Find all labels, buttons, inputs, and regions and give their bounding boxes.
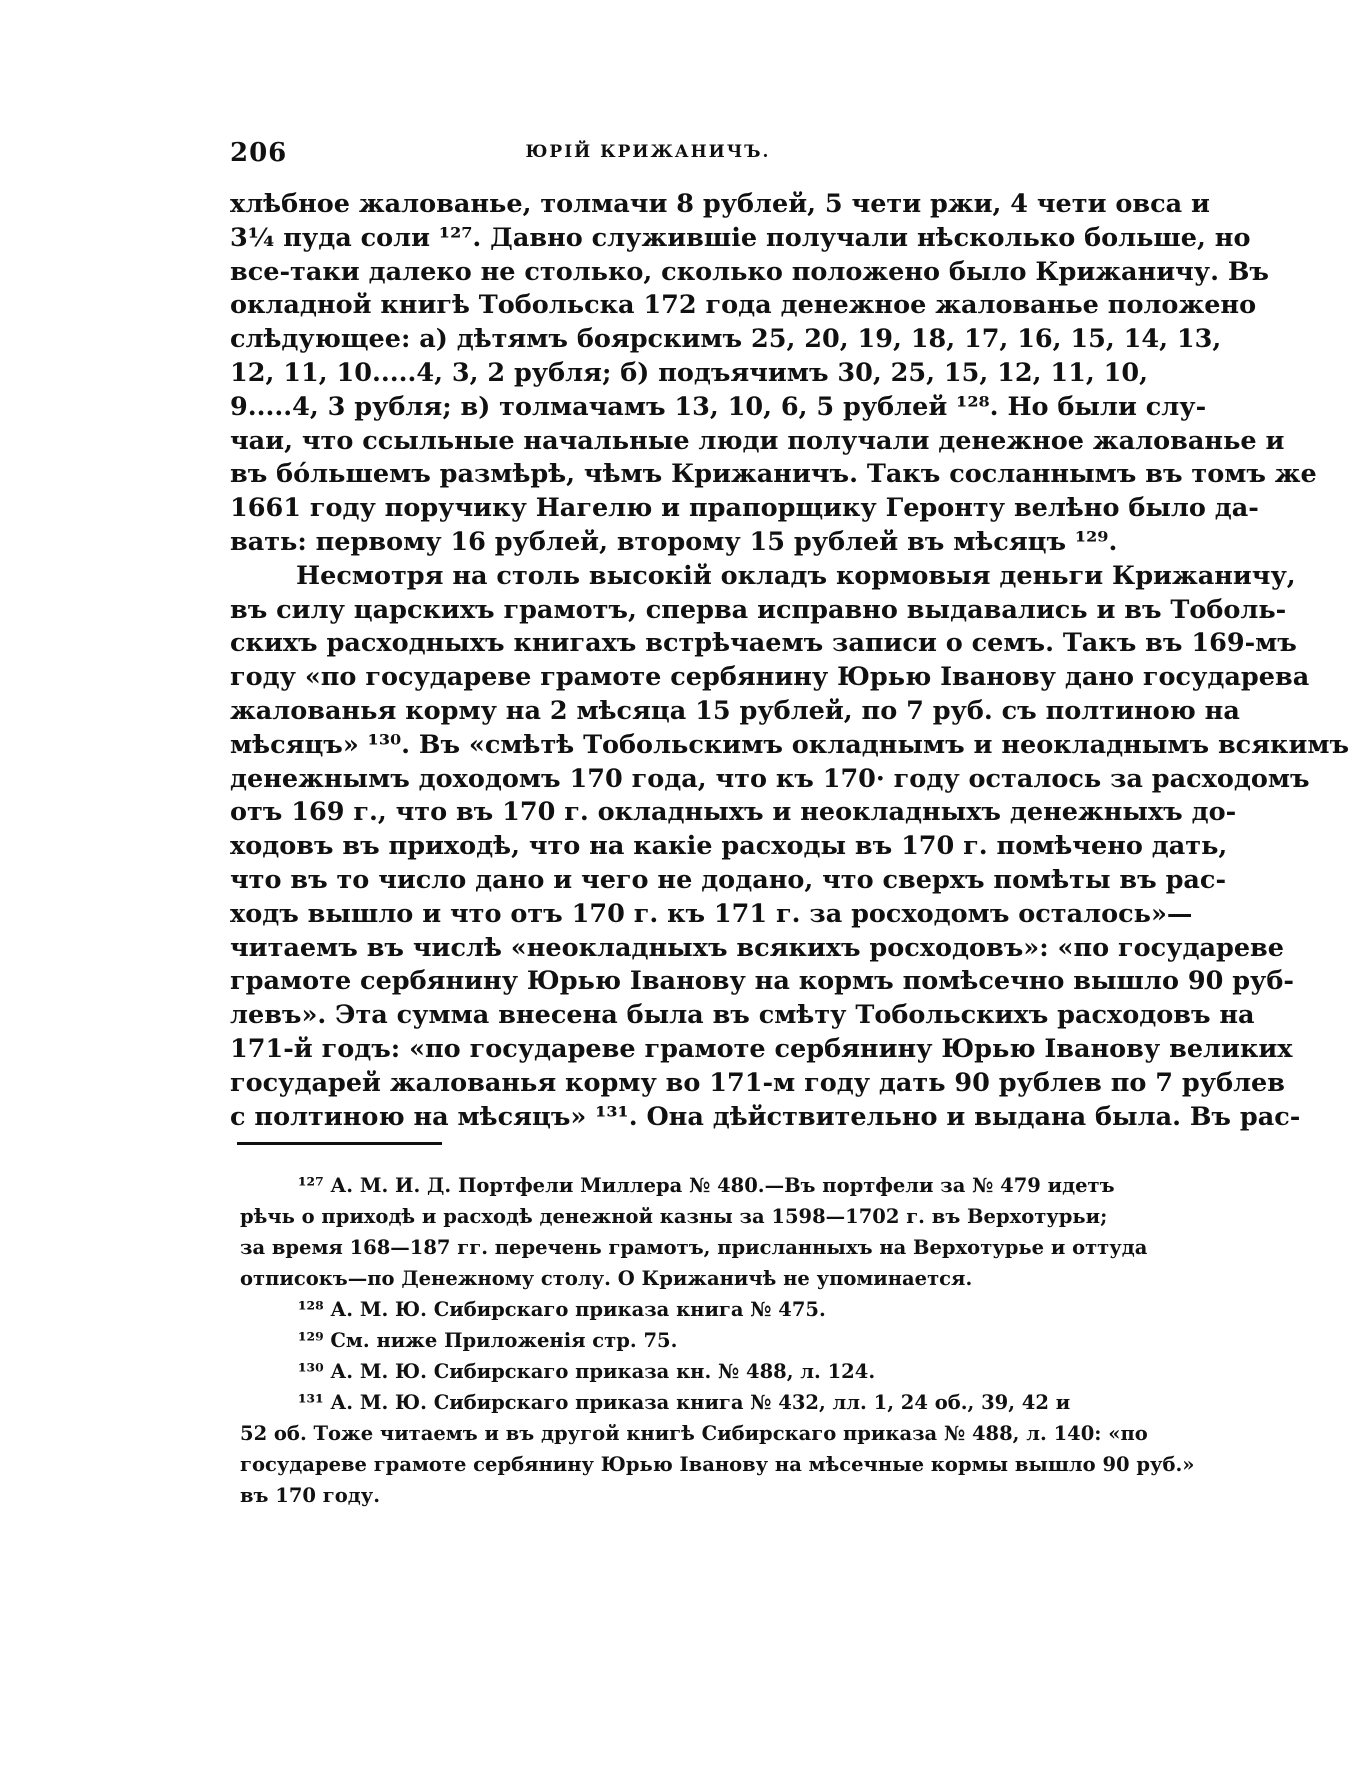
text-line: году «по государеве грамоте сербянину Юрью Іванову дано государева [230,662,1310,693]
footnote-line: ¹³¹ А. М. Ю. Сибирскаго приказа книга № 432, лл. 1, 24 об., 39, 42 и [298,1391,1071,1414]
text-line: вать: первому 16 рублей, второму 15 рублей въ мѣсяцъ ¹²⁹. [230,526,1118,557]
page-number: 206 [230,138,288,168]
footnote-line: ¹²⁷ А. М. И. Д. Портфели Миллера № 480.—Въ портфели за № 479 идетъ [298,1174,1115,1197]
page-header [230,138,1066,178]
text-line: государей жалованья корму во 171-м году дать 90 рублев по 7 рублев [230,1067,1286,1098]
text-line: въ бо́льшемъ размѣрѣ, чѣмъ Крижаничъ. Такъ сосланнымъ въ томъ же [230,459,1317,490]
footnote-line: ¹²⁸ А. М. Ю. Сибирскаго приказа книга № 475. [298,1298,826,1321]
footnote-separator [237,1142,442,1145]
text-line: окладной книгѣ Тобольска 172 года денежное жалованье положено [230,290,1257,321]
footnote-line: государеве грамоте сербянину Юрью Іванову на мѣсечные кормы вышло 90 руб.» [240,1453,1195,1476]
text-line: 1661 году поручику Нагелю и прапорщику Геронту велѣно было да- [230,493,1259,524]
footnote-line: рѣчь о приходѣ и расходѣ денежной казны за 1598—1702 г. въ Верхотурьи; [240,1205,1108,1228]
footnote-line: за время 168—187 гг. перечень грамотъ, присланныхъ на Верхотурье и оттуда [240,1236,1148,1259]
text-line: скихъ расходныхъ книгахъ встрѣчаемъ записи о семъ. Такъ въ 169-мъ [230,628,1297,659]
text-line: мѣсяцъ» ¹³⁰. Въ «смѣтѣ Тобольскимъ окладнымъ и неокладнымъ всякимъ [230,729,1349,760]
running-title: ЮРІЙ КРИЖАНИЧЪ. [525,142,771,162]
text-line: все-таки далеко не столько, сколько положено было Крижаничу. Въ [230,256,1269,287]
text-line: 12, 11, 10.....4, 3, 2 рубля; б) подъячимъ 30, 25, 15, 12, 11, 10, [230,357,1148,388]
text-line-paragraph-start: Несмотря на столь высокій окладъ кормовыя деньги Крижаничу, [296,560,1296,591]
text-line: слѣдующее: а) дѣтямъ боярскимъ 25, 20, 19, 18, 17, 16, 15, 14, 13, [230,324,1222,355]
text-line: въ силу царскихъ грамотъ, сперва исправно выдавались и въ Тоболь- [230,594,1287,625]
footnote-line: отписокъ—по Денежному столу. О Крижаничѣ не упоминается. [240,1267,973,1290]
text-line: отъ 169 г., что въ 170 г. окладныхъ и неокладныхъ денежныхъ до- [230,797,1237,828]
text-line: ходъ вышло и что отъ 170 г. къ 171 г. за росходомъ осталось»— [230,898,1193,929]
text-line: с полтиною на мѣсяцъ» ¹³¹. Она дѣйствительно и выдана была. Въ рас- [230,1101,1301,1132]
text-line: левъ». Эта сумма внесена была въ смѣту Тобольскихъ расходовъ на [230,1000,1255,1031]
text-line: читаемъ въ числѣ «неокладныхъ всякихъ росходовъ»: «по государеве [230,932,1285,963]
text-line: что въ то число дано и чего не додано, что сверхъ помѣты въ рас- [230,864,1227,895]
footnote-line: въ 170 году. [240,1484,381,1507]
footnotes [240,1170,1195,1511]
text-line: 171-й годъ: «по государеве грамоте сербянину Юрью Іванову великих [230,1033,1293,1064]
footnote-line: 52 об. Тоже читаемъ и въ другой книгѣ Сибирскаго приказа № 488, л. 140: «по [240,1422,1148,1445]
footnote-line: ¹²⁹ См. ниже Приложенія стр. 75. [298,1329,678,1352]
footnote-line: ¹³⁰ А. М. Ю. Сибирскаго приказа кн. № 488, л. 124. [298,1360,876,1383]
text-line: 3¼ пуда соли ¹²⁷. Давно служившіе получали нѣсколько больше, но [230,222,1251,253]
text-line: 9.....4, 3 рубля; в) толмачамъ 13, 10, 6, 5 рублей ¹²⁸. Но были слу- [230,391,1207,422]
text-line: жалованья корму на 2 мѣсяца 15 рублей, по 7 руб. съ полтиною на [230,695,1240,726]
text-line: денежнымъ доходомъ 170 года, что къ 170· году осталось за расходомъ [230,763,1310,794]
text-line: хлѣбное жалованье, толмачи 8 рублей, 5 чети ржи, 4 чети овса и [230,189,1210,219]
main-text [230,188,1349,1134]
text-line: чаи, что ссыльные начальные люди получали денежное жалованье и [230,425,1285,456]
text-line: грамоте сербянину Юрью Іванову на кормъ помѣсечно вышло 90 руб- [230,966,1294,997]
text-line: ходовъ въ приходѣ, что на какіе расходы въ 170 г. помѣчено дать, [230,831,1228,862]
